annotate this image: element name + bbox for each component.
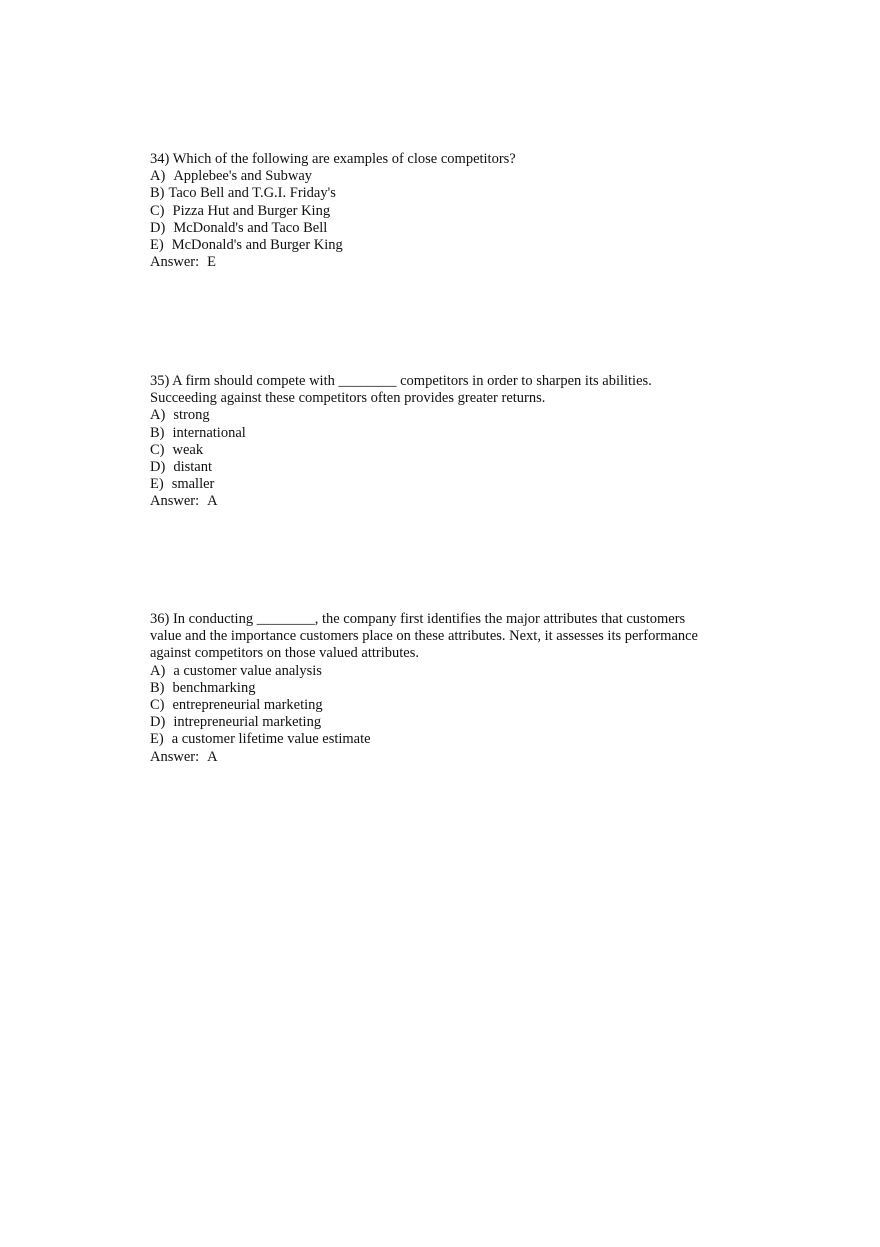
- option-letter: E): [150, 476, 164, 493]
- option-letter: B): [150, 185, 165, 202]
- option-text: international: [172, 424, 246, 441]
- answer-option-c: [150, 697, 750, 714]
- option-text: McDonald's and Taco Bell: [173, 219, 328, 236]
- option-letter: C): [150, 202, 165, 219]
- answer-option-e: [150, 237, 750, 254]
- answer-option-d: [150, 459, 750, 476]
- question-35: [150, 373, 750, 511]
- answer-option-a: [150, 407, 750, 424]
- option-letter: A): [150, 407, 166, 424]
- option-letter: B): [150, 679, 165, 696]
- option-letter: A): [150, 168, 166, 185]
- option-text: benchmarking: [172, 679, 256, 696]
- question-stem: 34) Which of the following are examples of close competitors?: [150, 151, 516, 167]
- question-stem: Succeeding against these competitors often provides greater returns.: [150, 390, 546, 407]
- option-letter: D): [150, 714, 166, 731]
- answer-option-b: [150, 680, 750, 697]
- option-letter: D): [150, 219, 166, 236]
- answer-option-c: [150, 442, 750, 459]
- option-letter: D): [150, 459, 166, 476]
- option-letter: B): [150, 424, 165, 441]
- answer-value: E: [207, 254, 216, 271]
- question-stem: 36) In conducting ________, the company first identifies the major attributes that customers: [150, 611, 686, 627]
- option-text: Applebee's and Subway: [173, 168, 313, 185]
- question-stem: value and the importance customers place on these attributes. Next, it assesses its performance: [150, 628, 698, 645]
- answer-option-d: [150, 714, 750, 731]
- option-text: a customer lifetime value estimate: [171, 731, 371, 748]
- answer-option-a: [150, 168, 750, 185]
- option-text: weak: [172, 441, 204, 458]
- answer-option-e: [150, 476, 750, 493]
- option-letter: E): [150, 237, 164, 254]
- option-text: intrepreneurial marketing: [173, 714, 322, 731]
- answer-value: A: [207, 748, 218, 765]
- answer-label: Answer:: [150, 748, 200, 765]
- answer-value: A: [207, 493, 218, 510]
- answer-label: Answer:: [150, 493, 200, 510]
- answer-option-e: [150, 731, 750, 748]
- option-text: McDonald's and Burger King: [171, 237, 343, 254]
- answer-line: [150, 749, 750, 766]
- option-text: Taco Bell and T.G.I. Friday's: [168, 185, 336, 202]
- option-letter: C): [150, 697, 165, 714]
- option-text: Pizza Hut and Burger King: [172, 202, 331, 219]
- question-34: [150, 151, 750, 271]
- answer-option-b: [150, 185, 750, 202]
- answer-line: [150, 493, 750, 510]
- answer-option-c: [150, 203, 750, 220]
- option-letter: C): [150, 441, 165, 458]
- answer-option-b: [150, 425, 750, 442]
- option-letter: A): [150, 662, 166, 679]
- question-stem: against competitors on those valued attributes.: [150, 645, 419, 662]
- answer-option-d: [150, 220, 750, 237]
- answer-option-a: [150, 663, 750, 680]
- option-text: entrepreneurial marketing: [172, 697, 323, 714]
- option-text: strong: [173, 407, 210, 424]
- option-text: distant: [173, 459, 212, 476]
- option-text: a customer value analysis: [173, 662, 322, 679]
- option-letter: E): [150, 731, 164, 748]
- answer-label: Answer:: [150, 254, 200, 271]
- option-text: smaller: [171, 476, 215, 493]
- question-36: [150, 611, 750, 766]
- answer-line: [150, 254, 750, 271]
- question-stem: 35) A firm should compete with ________ competitors in order to sharpen its abilities.: [150, 373, 652, 389]
